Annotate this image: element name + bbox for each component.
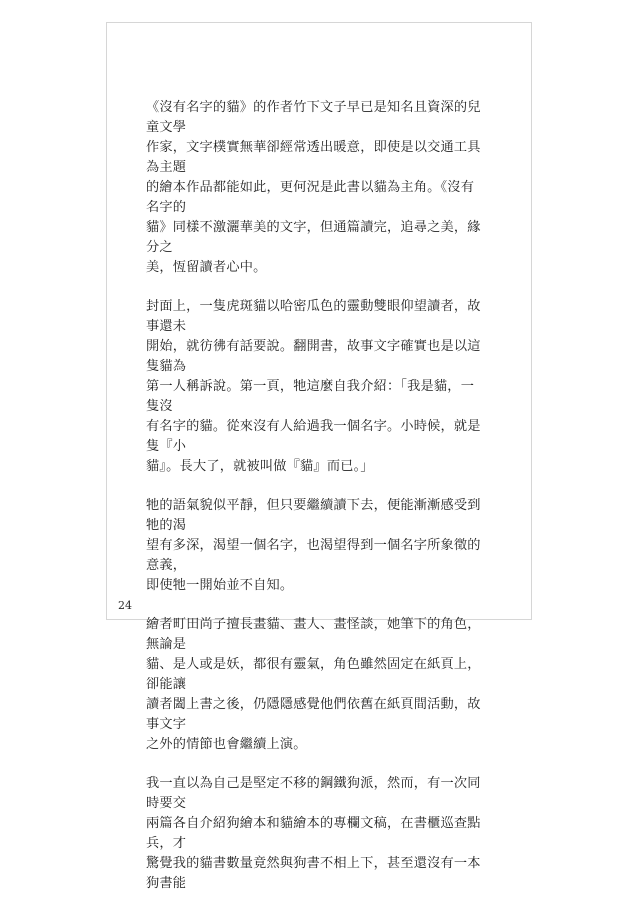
paragraph-3: 牠的語氣貌似平靜，但只要繼續讀下去，便能漸漸感受到牠的渴 望有多深，渴望一個名字，也渴望得到一個名字所象徵的意義， 即使牠一開始並不自知。 <box>146 498 481 593</box>
paragraph-2: 封面上，一隻虎斑貓以哈密瓜色的靈動雙眼仰望讀者，故事還未 開始，就彷彿有話要說。翻開書，故事文字確實也是以這隻貓為 第一人稱訴說。第一頁，牠這麼自我介紹：「我是貓，一隻沒 有名字的貓。從來沒有人給過我一個名字。小時候，就是隻『小 貓』。長大了，就被叫做『貓』而已。」 <box>146 299 481 474</box>
paragraph-1: 《沒有名字的貓》的作者竹下文子早已是知名且資深的兒童文學 作家，文字樸實無華卻經常透出暖意，即使是以交通工具為主題 的繪本作品都能如此，更何況是此書以貓為主角。《沒有名字的 貓》同樣不激灑華美的文字，但通篇讀完，追尋之美，緣分之 美，恆留讀者心中。 <box>146 100 481 275</box>
body-text <box>146 98 486 913</box>
page-number: 24 <box>118 599 132 612</box>
paragraph-5: 我一直以為自己是堅定不移的鋼鐵狗派，然而，有一次同時要交 兩篇各自介紹狗繪本和貓繪本的專欄文稿，在書櫃巡查點兵，才 驚覺我的貓書數量竟然與狗書不相上下，甚至還沒有一本狗書能 <box>146 776 481 891</box>
paragraph-4: 繪者町田尚子擅長畫貓、畫人、畫怪談，她筆下的角色，無論是 貓、是人或是妖，都很有靈氣，角色雖然固定在紙頁上，卻能讓 讀者闔上書之後，仍隱隱感覺他們依舊在紙頁間活動，故事文字 之外的情節也會繼續上演。 <box>146 617 481 752</box>
